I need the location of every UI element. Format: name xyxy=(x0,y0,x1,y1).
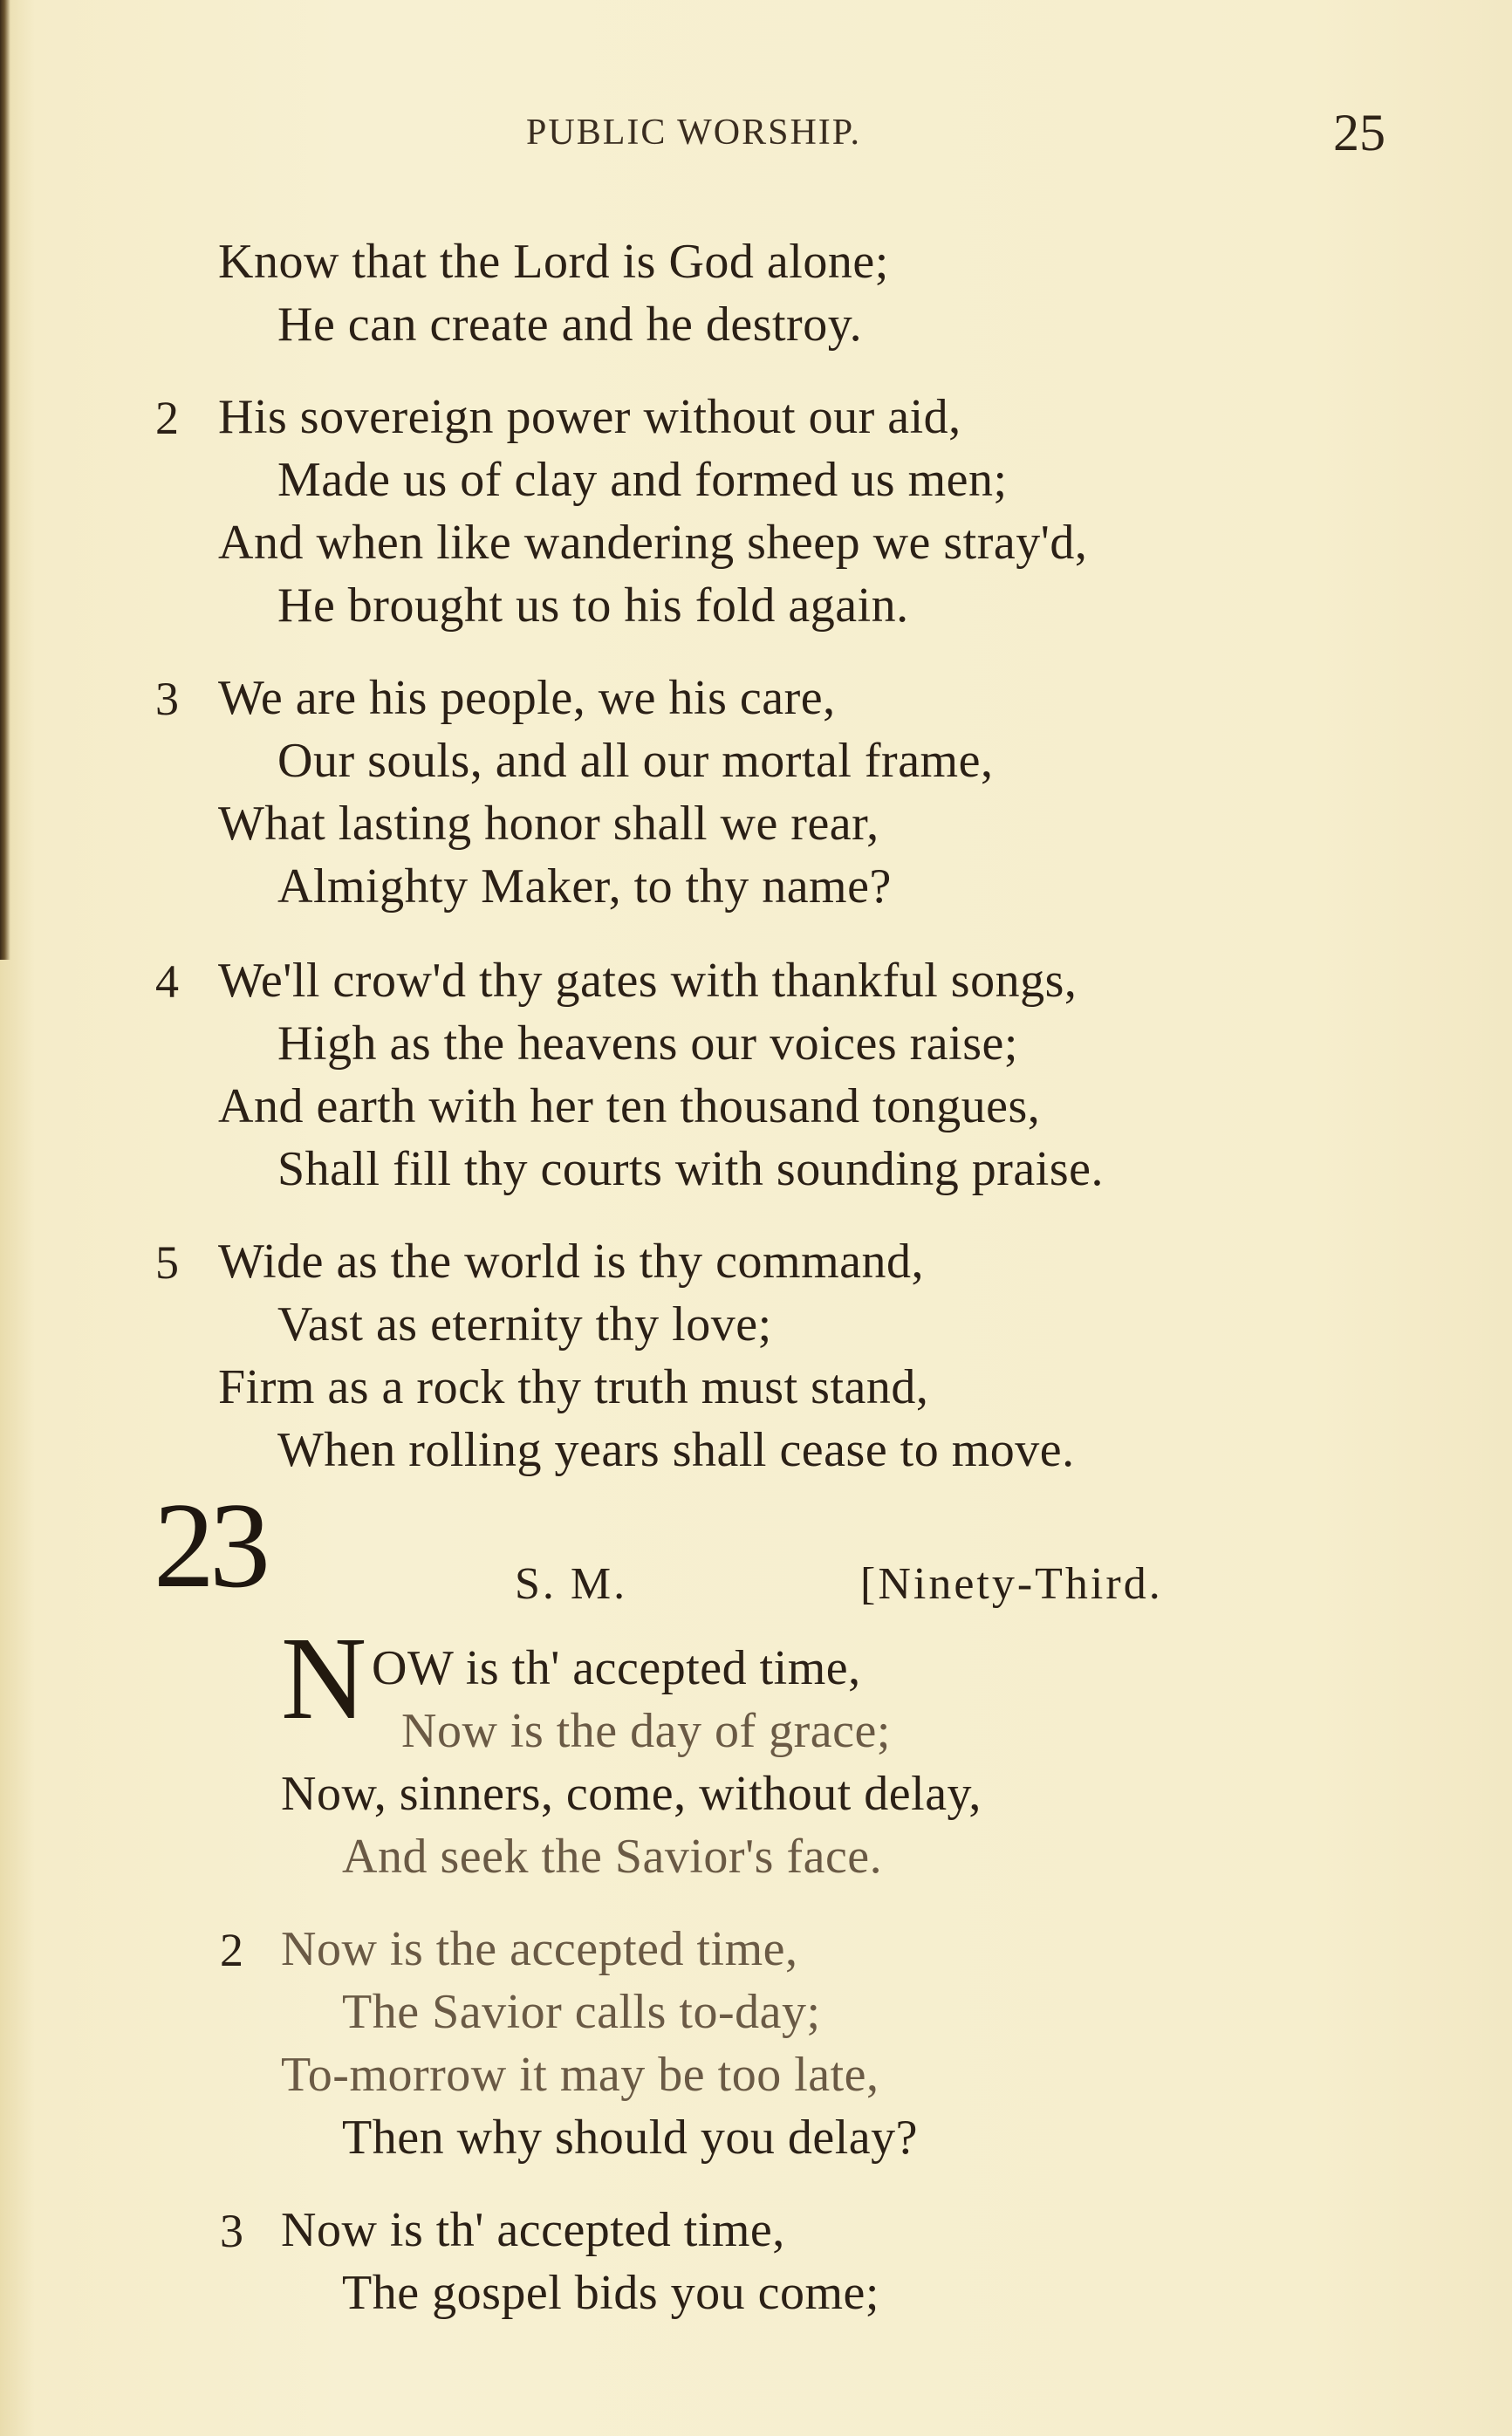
verse-line: Shall fill thy courts with sounding praise. xyxy=(277,1142,1104,1196)
verse-line: We are his people, we his care, xyxy=(218,671,836,725)
verse-line: OW is th' accepted time, xyxy=(372,1641,861,1695)
verse-line: We'll crow'd thy gates with thankful songs, xyxy=(218,954,1078,1008)
verse-line: He can create and he destroy. xyxy=(277,298,863,352)
drop-cap: N xyxy=(281,1613,367,1744)
stanza-number: 5 xyxy=(155,1236,179,1289)
verse-line: Know that the Lord is God alone; xyxy=(218,235,889,289)
verse-line: He brought us to his fold again. xyxy=(277,578,909,633)
verse-line: Our souls, and all our mortal frame, xyxy=(277,734,994,788)
verse-line: Made us of clay and formed us men; xyxy=(277,453,1008,507)
running-head: PUBLIC WORSHIP. xyxy=(526,113,861,153)
verse-line: The gospel bids you come; xyxy=(342,2266,879,2320)
verse-line: When rolling years shall cease to move. xyxy=(277,1423,1075,1477)
verse-line: Wide as the world is thy command, xyxy=(218,1235,924,1289)
verse-line: Now is the day of grace; xyxy=(401,1704,891,1758)
hymn-meter: S. M. xyxy=(515,1559,628,1609)
verse-line: Now is the accepted time, xyxy=(281,1922,798,1976)
verse-line: Almighty Maker, to thy name? xyxy=(277,859,892,914)
verse-line: Then why should you delay? xyxy=(342,2111,918,2165)
page-number: 25 xyxy=(1333,104,1385,161)
stanza-number: 2 xyxy=(220,1924,243,1976)
verse-line: And when like wandering sheep we stray'd, xyxy=(218,516,1088,570)
verse-line: To-morrow it may be too late, xyxy=(281,2048,879,2102)
verse-line: Vast as eternity thy love; xyxy=(277,1297,772,1351)
verse-line: The Savior calls to-day; xyxy=(342,1985,821,2039)
stanza-number: 4 xyxy=(155,955,179,1008)
verse-line: What lasting honor shall we rear, xyxy=(218,797,879,851)
stanza-number: 3 xyxy=(220,2205,243,2257)
hymn-number: 23 xyxy=(154,1478,265,1613)
stanza-number: 2 xyxy=(155,392,179,444)
verse-line: Firm as a rock thy truth must stand, xyxy=(218,1360,929,1414)
hymn-tune-name: [Ninety-Third. xyxy=(860,1559,1163,1609)
verse-line: And earth with her ten thousand tongues, xyxy=(218,1079,1041,1133)
verse-line: And seek the Savior's face. xyxy=(342,1830,883,1884)
verse-line: Now, sinners, come, without delay, xyxy=(281,1767,982,1821)
page-binding-edge xyxy=(0,0,10,960)
verse-line: High as the heavens our voices raise; xyxy=(277,1016,1018,1071)
stanza-number: 3 xyxy=(155,673,179,725)
verse-line: Now is th' accepted time, xyxy=(281,2203,785,2257)
verse-line: His sovereign power without our aid, xyxy=(218,390,961,444)
